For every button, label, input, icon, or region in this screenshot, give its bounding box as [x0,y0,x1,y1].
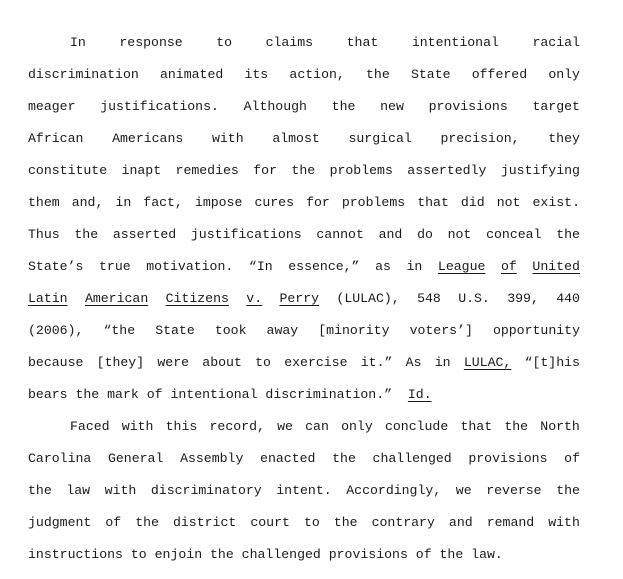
text-line [28,475,580,507]
word: assertedly [407,163,487,178]
word: district [172,515,237,530]
text-line [28,411,580,443]
word: opportunity [492,323,580,338]
word: motivation. [146,259,234,274]
word: essence,” [288,259,360,274]
word: the [74,227,99,242]
word: challenged [372,451,452,466]
text-line [28,443,580,475]
word: “the [103,323,136,338]
word: and [448,515,473,530]
word: Accordingly, [346,483,442,498]
word: that [460,419,493,434]
text-line [28,283,580,315]
paragraph-holding [28,411,580,571]
word: State’s [28,259,84,274]
word: African [28,131,84,146]
text-line [28,315,580,347]
word: [they] [96,355,145,370]
word: enacted [260,451,316,466]
word: and, [71,195,104,210]
word: fact, [143,195,183,210]
word: do [417,227,433,242]
word: the [331,99,356,114]
word: Although [243,99,307,114]
word: with [121,419,154,434]
word: impose [194,195,243,210]
word: provisions [468,451,548,466]
word: provisions [428,99,508,114]
case-name-word: League [437,259,486,274]
word: to [216,35,233,50]
word: reverse [486,483,542,498]
word: to [303,515,320,530]
text-line [28,27,580,59]
word: in [115,195,132,210]
word: this [165,419,198,434]
word: record, [209,419,265,434]
text-line [28,347,580,379]
word: State [155,323,195,338]
word: away [266,323,299,338]
word: court [250,515,290,530]
word: that [346,35,379,50]
sentence: instructions to enjoin the challenged provisions of the law. [28,547,503,562]
word: As [405,355,422,370]
word: 440 [556,291,580,306]
word: intent. [276,483,332,498]
word: almost [272,131,320,146]
short-cite-word: LULAC, [463,355,512,370]
word: in [406,259,423,274]
word: it.” [360,355,393,370]
word: the [556,227,580,242]
word: only [548,67,580,82]
word: voters’] [409,323,473,338]
word: to [255,355,271,370]
word: new [380,99,404,114]
word: target [532,99,580,114]
word: inapt [121,163,162,178]
word: problems [329,163,393,178]
word: they [548,131,580,146]
word: judgment [28,515,92,530]
text-line [28,219,580,251]
word: that [417,195,449,210]
word: constitute [28,163,108,178]
word: only [341,419,373,434]
text-line [28,507,580,539]
word: with [104,483,137,498]
word: action, [289,67,345,82]
word: the [504,419,529,434]
text-line [28,155,580,187]
word: Faced [70,419,110,434]
word: them [28,195,60,210]
word: discriminatory [150,483,262,498]
word: cures [254,195,295,210]
sentence: bears the mark of intentional discrimination.” [28,387,408,402]
word: discrimination [28,67,139,82]
text-line [28,123,580,155]
word: contrary [371,515,435,530]
word: cannot [316,227,364,242]
word: the [366,67,390,82]
word: [minority [318,323,390,338]
word: with [548,515,580,530]
word: problems [341,195,406,210]
word: in [434,355,451,370]
word: remedies [175,163,239,178]
word: law [66,483,91,498]
word: can [305,419,329,434]
word: claims [265,35,314,50]
text-line [28,379,580,411]
word: U.S. [458,291,490,306]
word: State [410,67,451,82]
word: the [28,483,52,498]
word: did [460,195,485,210]
word: justifications. [100,99,219,114]
word: Thus [28,227,60,242]
word: Americans [112,131,184,146]
case-name-word: Perry [279,291,320,306]
word: exercise [284,355,348,370]
word: the [291,163,316,178]
id-cite: Id. [407,387,432,402]
word: “In [248,259,273,274]
word: the [332,451,356,466]
word: the [135,515,159,530]
word: justifying [500,163,580,178]
word: exist. [532,195,580,210]
word: 399, [507,291,539,306]
opinion-page [28,27,580,571]
word: because [28,355,84,370]
word: intentional [411,35,499,50]
word: justifications [190,227,302,242]
word: surgical [348,131,412,146]
case-name-word: v. [246,291,263,306]
word: the [556,483,580,498]
word: racial [532,35,580,50]
paragraph-conclusion-intent [28,27,580,411]
text-line [28,59,580,91]
word: with [211,131,244,146]
case-name-word: Latin [28,291,68,306]
word: the [333,515,358,530]
word: response [119,35,183,50]
word: conclude [384,419,449,434]
word: meager [28,99,76,114]
word: we [277,419,293,434]
word: were [157,355,190,370]
word: conceal [486,227,542,242]
word: as [375,259,391,274]
word: asserted [112,227,177,242]
text-line [28,539,580,571]
word: true [99,259,131,274]
word: General [107,451,164,466]
word: not [496,195,521,210]
word: Assembly [180,451,244,466]
word: remand [486,515,535,530]
word: animated [159,67,224,82]
word: we [455,483,472,498]
word: 548 [417,291,441,306]
text-line [28,187,580,219]
case-name-word: of [501,259,517,274]
case-name-word: Citizens [165,291,229,306]
word: for [306,195,330,210]
word: took [214,323,247,338]
word: offered [471,67,528,82]
text-line [28,91,580,123]
short-cite-word: (LULAC), [336,291,400,306]
word: not [447,227,472,242]
word: of [105,515,122,530]
word: “[t]his [524,355,580,370]
word: In [70,35,86,50]
word: precision, [440,131,520,146]
case-name-word: American [84,291,149,306]
text-line [28,251,580,283]
word: for [253,163,277,178]
case-name-word: United [532,259,580,274]
word: (2006), [28,323,84,338]
word: and [378,227,403,242]
word: Carolina [28,451,92,466]
word: about [202,355,242,370]
word: of [564,451,580,466]
word: North [540,419,580,434]
word: its [244,67,269,82]
